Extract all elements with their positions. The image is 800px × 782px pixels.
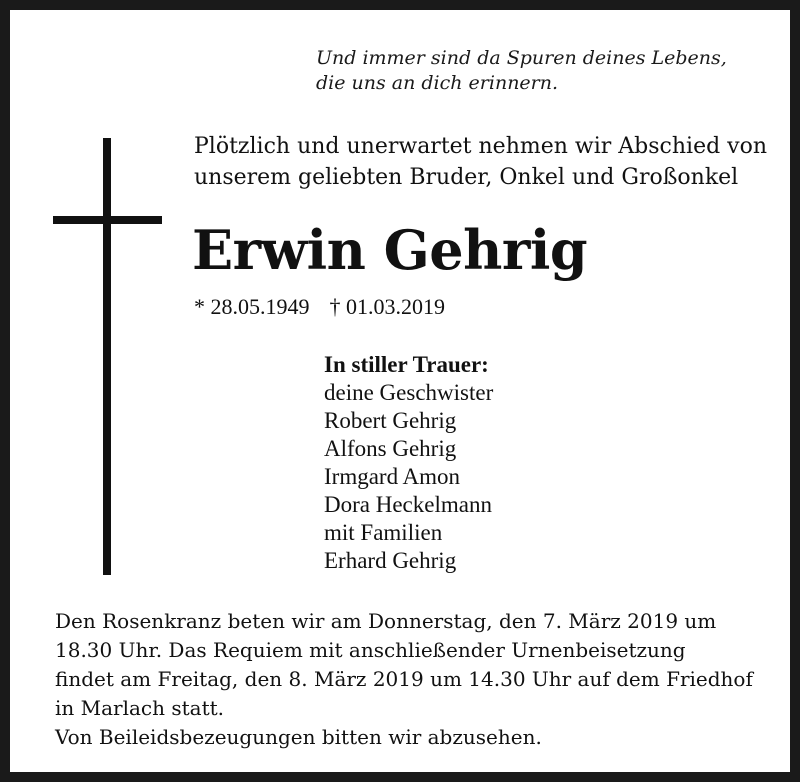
deceased-name: Erwin Gehrig: [192, 218, 588, 282]
motto-line: Und immer sind da Spuren deines Lebens,: [316, 47, 727, 69]
mourner-name: mit Familien: [324, 520, 443, 545]
motto-verse: [316, 46, 727, 96]
service-info-line: in Marlach statt.: [55, 696, 225, 720]
service-info-line: Von Beileidsbezeugungen bitten wir abzusehen.: [55, 725, 542, 749]
mourners-heading: In stiller Trauer:: [324, 352, 489, 377]
mourner-name: Erhard Gehrig: [324, 548, 457, 573]
service-info: [55, 607, 753, 752]
motto-line: die uns an dich erinnern.: [316, 72, 559, 94]
death-date: † 01.03.2019: [329, 294, 445, 319]
service-info-line: findet am Freitag, den 8. März 2019 um 14.30 Uhr auf dem Friedhof: [55, 667, 753, 691]
cross-icon: [103, 138, 111, 575]
cross-icon-crossbar: [53, 216, 162, 224]
mourner-name: Alfons Gehrig: [324, 436, 457, 461]
service-info-line: Den Rosenkranz beten wir am Donnerstag, den 7. März 2019 um: [55, 609, 717, 633]
life-dates: [194, 292, 445, 322]
mourner-name: Dora Heckelmann: [324, 492, 492, 517]
mourners-list: [324, 351, 493, 575]
mourner-name: deine Geschwister: [324, 380, 494, 405]
intro-line: Plötzlich und unerwartet nehmen wir Abschied von: [194, 134, 768, 159]
service-info-line: 18.30 Uhr. Das Requiem mit anschließender Urnenbeisetzung: [55, 638, 686, 662]
intro-text: [194, 131, 767, 193]
birth-date: * 28.05.1949: [194, 294, 310, 319]
mourner-name: Irmgard Amon: [324, 464, 461, 489]
mourner-name: Robert Gehrig: [324, 408, 457, 433]
intro-line: unserem geliebten Bruder, Onkel und Großonkel: [194, 165, 739, 190]
